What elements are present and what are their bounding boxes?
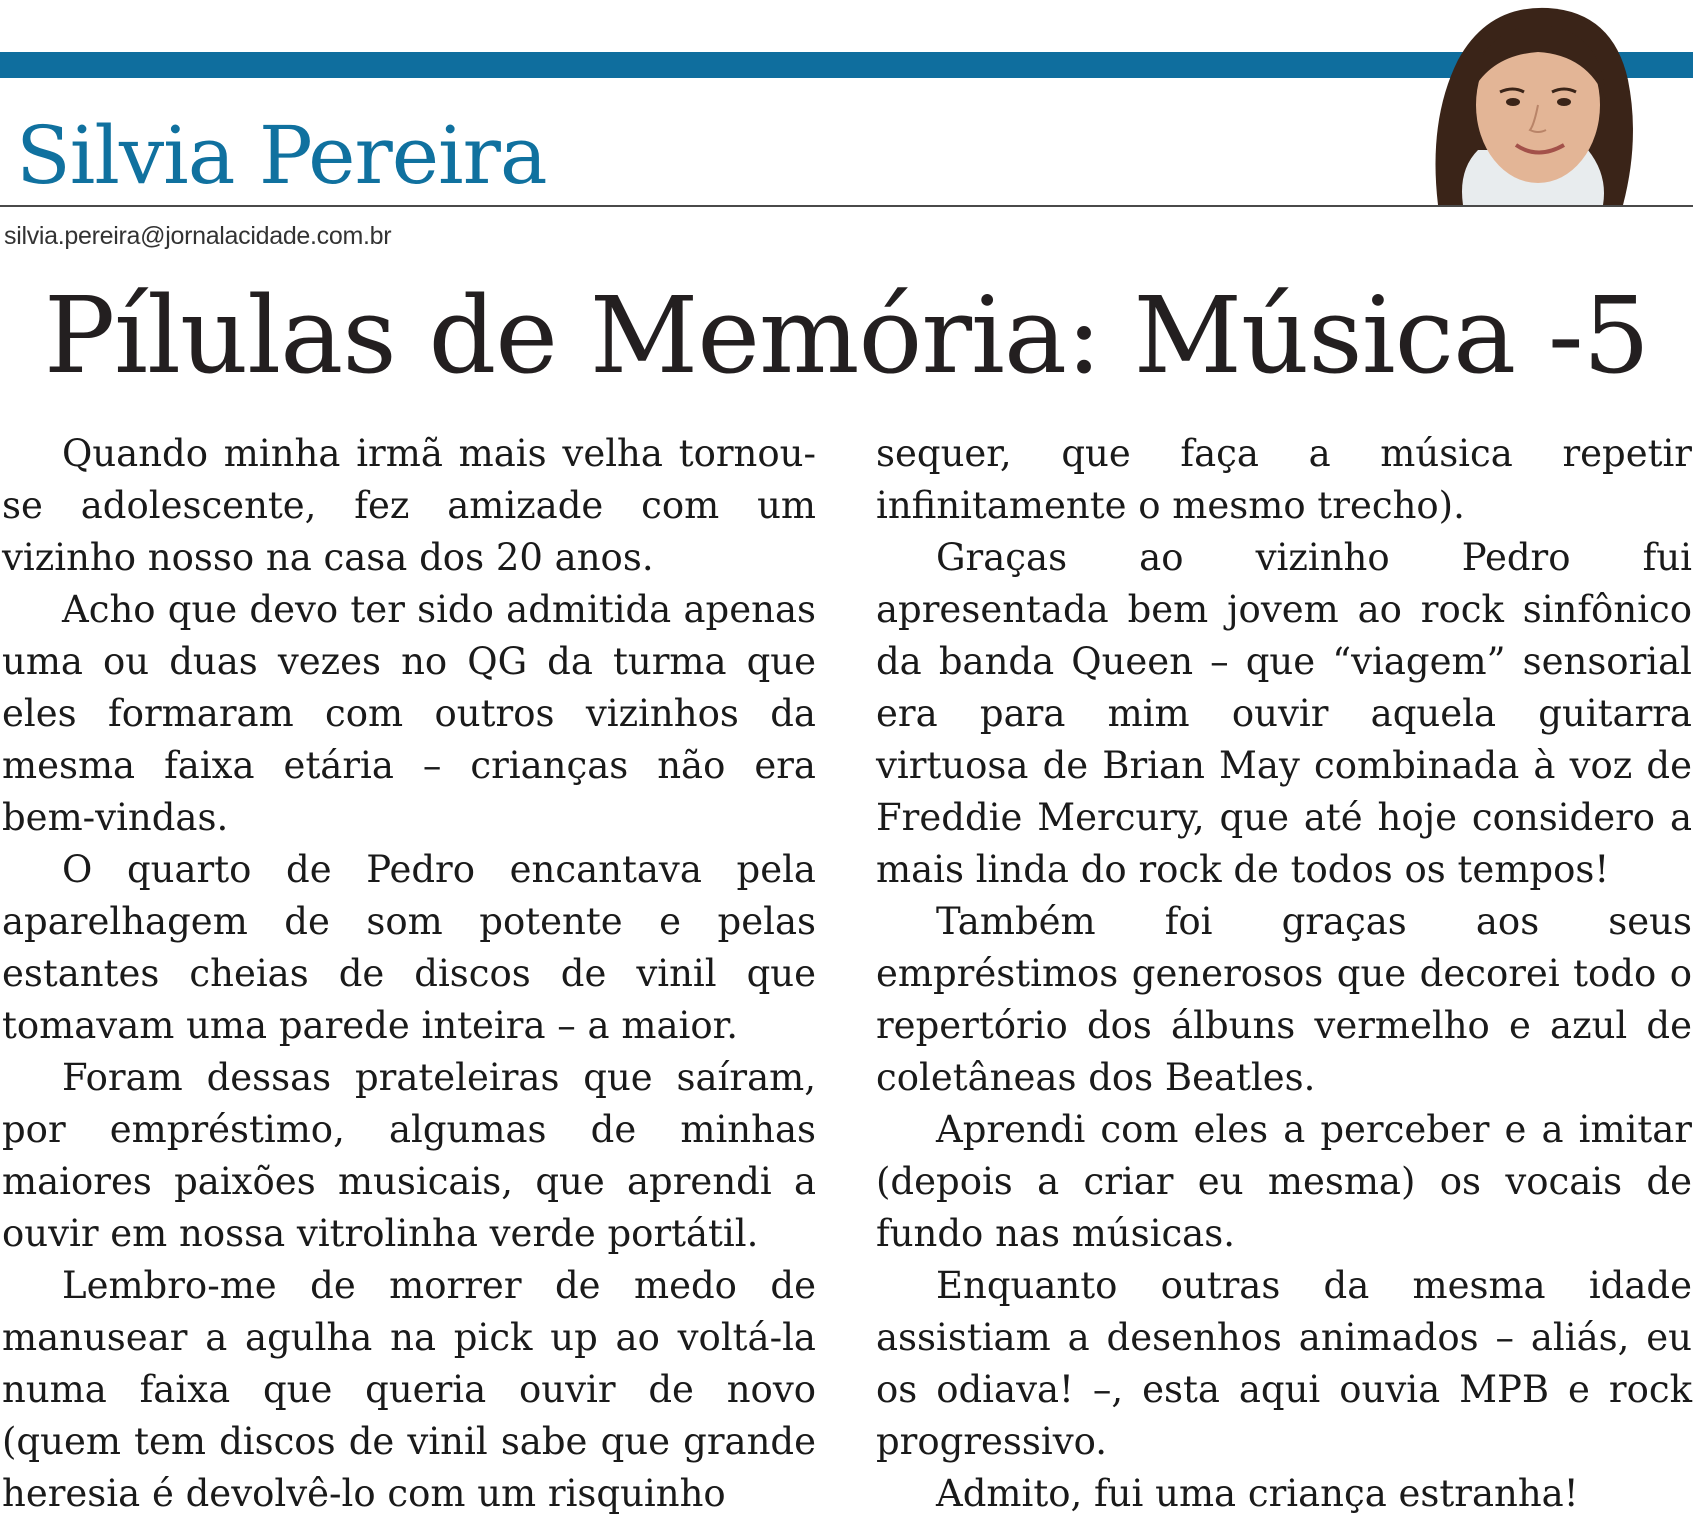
paragraph: Lembro-me de morrer de medo de manusear a agulha na pick up ao voltá-la numa faixa que queria ouvir de novo (quem tem discos de vinil sabe que grande heresia é devolvê-lo com um risquinho bbox=[2, 1264, 816, 1515]
paragraph: Aprendi com eles a perceber e a imitar (depois a criar eu mesma) os vocais de fundo nas músicas. bbox=[876, 1108, 1692, 1255]
paragraph-continuation: sequer, que faça a música repetir infinitamente o mesmo trecho). bbox=[876, 432, 1692, 527]
article-column-left bbox=[2, 428, 816, 1520]
author-portrait-icon bbox=[1418, 0, 1648, 205]
paragraph: Foram dessas prateleiras que saíram, por empréstimo, algumas de minhas maiores paixões musicais, que aprendi a ouvir em nossa vitrolinha verde portátil. bbox=[2, 1056, 816, 1255]
article-title: Pílulas de Memória: Música -5 bbox=[43, 274, 1650, 397]
paragraph: O quarto de Pedro encantava pela aparelhagem de som potente e pelas estantes cheias de discos de vinil que tomavam uma parede inteira – a maior. bbox=[2, 848, 816, 1047]
paragraph: Graças ao vizinho Pedro fui apresentada bem jovem ao rock sinfônico da banda Queen – que “viagem” sensorial era para mim ouvir aquela guitarra virtuosa de Brian May combinada à voz de Freddie Mercury, que até hoje considero a mais linda do rock de todos os tempos! bbox=[876, 536, 1692, 891]
article-column-right bbox=[876, 428, 1692, 1520]
author-name: Silvia Pereira bbox=[16, 109, 547, 202]
header-divider bbox=[0, 205, 1693, 207]
paragraph: Também foi graças aos seus empréstimos generosos que decorei todo o repertório dos álbuns vermelho e azul de coletâneas dos Beatles. bbox=[876, 900, 1692, 1099]
author-email[interactable]: silvia.pereira@jornalacidade.com.br bbox=[4, 222, 392, 250]
paragraph: Enquanto outras da mesma idade assistiam a desenhos animados – aliás, eu os odiava! –, esta aqui ouvia MPB e rock progressivo. bbox=[876, 1264, 1692, 1463]
paragraph: Acho que devo ter sido admitida apenas uma ou duas vezes no QG da turma que eles formaram com outros vizinhos da mesma faixa etária – crianças não era bem-vindas. bbox=[2, 588, 816, 839]
paragraph: Quando minha irmã mais velha tornou-se adolescente, fez amizade com um vizinho nosso na casa dos 20 anos. bbox=[2, 432, 816, 579]
author-photo bbox=[1418, 0, 1648, 205]
paragraph: Admito, fui uma criança estranha! bbox=[936, 1472, 1579, 1515]
